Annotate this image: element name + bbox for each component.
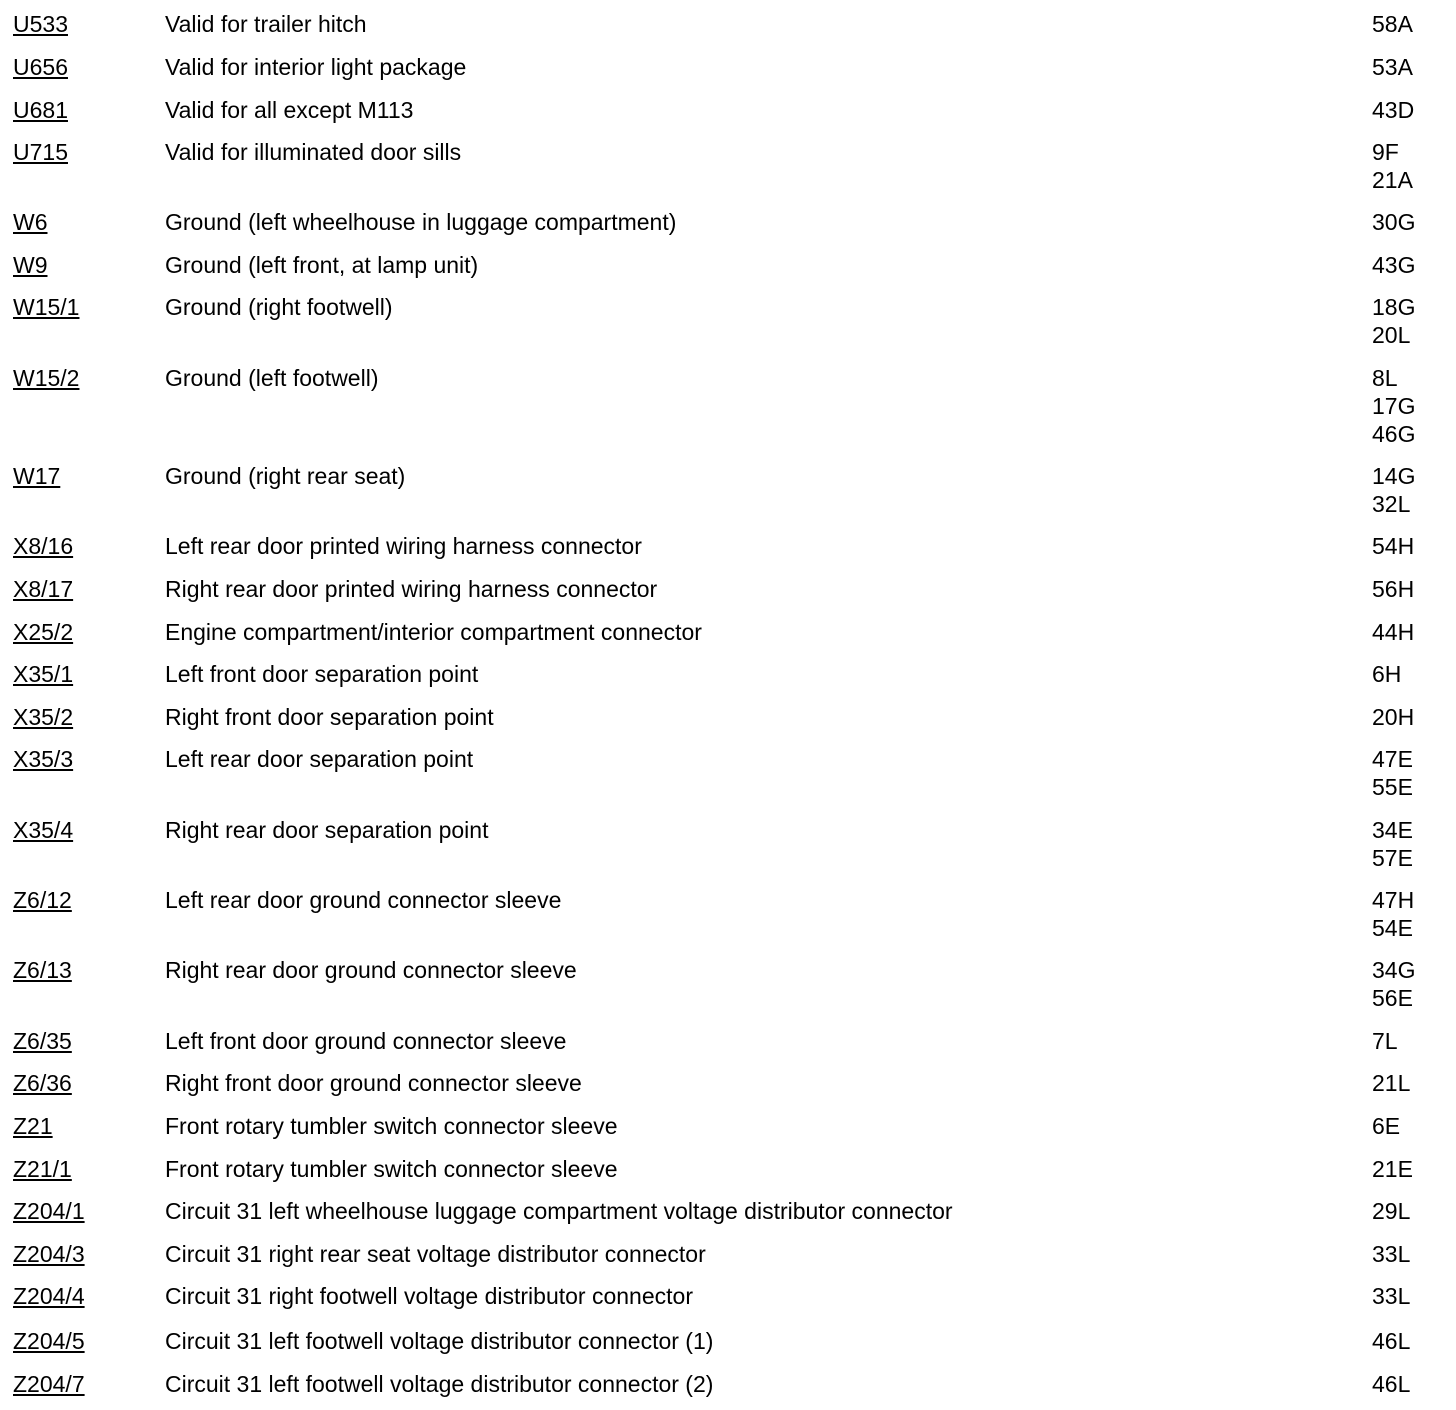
grid-location-list bbox=[1372, 1240, 1410, 1268]
grid-location: 21A bbox=[1372, 167, 1413, 193]
component-code-link[interactable]: X35/4 bbox=[13, 817, 74, 843]
component-code-link[interactable]: X8/16 bbox=[13, 533, 74, 559]
grid-location: 8L bbox=[1372, 365, 1398, 391]
component-code-link[interactable]: U656 bbox=[13, 54, 68, 80]
grid-location-list bbox=[1372, 96, 1414, 124]
component-code-link[interactable]: W9 bbox=[13, 252, 48, 278]
component-code-link[interactable]: Z21/1 bbox=[13, 1156, 72, 1182]
component-description: Circuit 31 right footwell voltage distributor connector bbox=[165, 1283, 693, 1309]
component-description: Ground (right rear seat) bbox=[165, 463, 406, 489]
grid-location: 17G bbox=[1372, 393, 1416, 419]
component-description: Front rotary tumbler switch connector sleeve bbox=[165, 1113, 618, 1139]
grid-location-list bbox=[1372, 1282, 1410, 1310]
component-code-link[interactable]: U533 bbox=[13, 11, 68, 37]
grid-location: 20H bbox=[1372, 704, 1415, 730]
grid-location: 33L bbox=[1372, 1283, 1411, 1309]
grid-location: 30G bbox=[1372, 209, 1416, 235]
component-description: Left rear door ground connector sleeve bbox=[165, 887, 562, 913]
grid-location-list bbox=[1372, 208, 1415, 236]
grid-location-list bbox=[1372, 956, 1415, 1012]
grid-location-list bbox=[1372, 660, 1401, 688]
component-description: Circuit 31 left footwell voltage distributor connector (2) bbox=[165, 1371, 714, 1397]
component-description: Left front door separation point bbox=[165, 661, 479, 687]
component-description: Valid for all except M113 bbox=[165, 97, 414, 123]
component-code-link[interactable]: X8/17 bbox=[13, 576, 74, 602]
component-description: Circuit 31 left wheelhouse luggage compartment voltage distributor connector bbox=[165, 1198, 953, 1224]
component-code-link[interactable]: Z21 bbox=[13, 1113, 53, 1139]
grid-location-list bbox=[1372, 1155, 1413, 1183]
grid-location-list bbox=[1372, 532, 1414, 560]
component-description: Valid for interior light package bbox=[165, 54, 467, 80]
component-description: Ground (left footwell) bbox=[165, 365, 379, 391]
component-description: Right front door separation point bbox=[165, 704, 494, 730]
grid-location: 47H bbox=[1372, 887, 1415, 913]
grid-location: 21L bbox=[1372, 1070, 1411, 1096]
grid-location: 18G bbox=[1372, 294, 1416, 320]
grid-location: 6H bbox=[1372, 661, 1402, 687]
component-description: Valid for trailer hitch bbox=[165, 11, 367, 37]
grid-location: 58A bbox=[1372, 11, 1413, 37]
grid-location-list bbox=[1372, 1197, 1410, 1225]
grid-location: 34G bbox=[1372, 957, 1416, 983]
component-code-link[interactable]: W17 bbox=[13, 463, 61, 489]
grid-location: 43G bbox=[1372, 252, 1416, 278]
grid-location: 54E bbox=[1372, 915, 1413, 941]
component-description: Left rear door separation point bbox=[165, 746, 474, 772]
grid-location-list bbox=[1372, 138, 1413, 194]
component-description: Right rear door ground connector sleeve bbox=[165, 957, 577, 983]
grid-location: 55E bbox=[1372, 774, 1413, 800]
component-code-link[interactable]: X35/2 bbox=[13, 704, 74, 730]
grid-location: 57E bbox=[1372, 845, 1413, 871]
grid-location: 43D bbox=[1372, 97, 1415, 123]
component-description: Right front door ground connector sleeve bbox=[165, 1070, 582, 1096]
component-code-link[interactable]: X25/2 bbox=[13, 619, 74, 645]
component-code-link[interactable]: Z204/7 bbox=[13, 1371, 85, 1397]
grid-location: 32L bbox=[1372, 491, 1411, 517]
component-description: Ground (left wheelhouse in luggage compartment) bbox=[165, 209, 677, 235]
grid-location: 46L bbox=[1372, 1371, 1411, 1397]
grid-location: 47E bbox=[1372, 746, 1413, 772]
component-description: Engine compartment/interior compartment connector bbox=[165, 619, 702, 645]
component-code-link[interactable]: Z6/36 bbox=[13, 1070, 72, 1096]
component-description: Front rotary tumbler switch connector sleeve bbox=[165, 1156, 618, 1182]
component-description: Left rear door printed wiring harness connector bbox=[165, 533, 642, 559]
grid-location: 6E bbox=[1372, 1113, 1401, 1139]
grid-location: 20L bbox=[1372, 322, 1411, 348]
grid-location: 29L bbox=[1372, 1198, 1411, 1224]
grid-location: 34E bbox=[1372, 817, 1413, 843]
component-description: Valid for illuminated door sills bbox=[165, 139, 462, 165]
component-description: Right rear door separation point bbox=[165, 817, 489, 843]
grid-location-list bbox=[1372, 293, 1415, 349]
grid-location-list bbox=[1372, 703, 1414, 731]
grid-location: 46L bbox=[1372, 1328, 1411, 1354]
grid-location: 56E bbox=[1372, 985, 1413, 1011]
component-code-link[interactable]: Z204/4 bbox=[13, 1283, 85, 1309]
component-code-link[interactable]: Z6/35 bbox=[13, 1028, 72, 1054]
component-description: Circuit 31 left footwell voltage distributor connector (1) bbox=[165, 1328, 714, 1354]
component-code-link[interactable]: X35/1 bbox=[13, 661, 74, 687]
grid-location: 54H bbox=[1372, 533, 1415, 559]
grid-location-list bbox=[1372, 886, 1414, 942]
grid-location-list bbox=[1372, 745, 1413, 801]
component-code-link[interactable]: Z6/13 bbox=[13, 957, 72, 983]
grid-location-list bbox=[1372, 1327, 1410, 1355]
grid-location-list bbox=[1372, 1069, 1410, 1097]
grid-location-list bbox=[1372, 53, 1413, 81]
grid-location-list bbox=[1372, 816, 1413, 872]
grid-location-list bbox=[1372, 462, 1415, 518]
component-code-link[interactable]: W6 bbox=[13, 209, 48, 235]
grid-location-list bbox=[1372, 251, 1415, 279]
component-description: Ground (left front, at lamp unit) bbox=[165, 252, 479, 278]
grid-location: 44H bbox=[1372, 619, 1415, 645]
grid-location: 46G bbox=[1372, 421, 1416, 447]
grid-location: 53A bbox=[1372, 54, 1413, 80]
grid-location: 9F bbox=[1372, 139, 1399, 165]
component-code-link[interactable]: Z6/12 bbox=[13, 887, 72, 913]
component-code-link[interactable]: W15/2 bbox=[13, 365, 80, 391]
component-code-link[interactable]: Z204/5 bbox=[13, 1328, 85, 1354]
grid-location-list bbox=[1372, 575, 1414, 603]
grid-location-list bbox=[1372, 1370, 1410, 1398]
component-code-link[interactable]: X35/3 bbox=[13, 746, 74, 772]
grid-location: 21E bbox=[1372, 1156, 1413, 1182]
component-code-link[interactable]: W15/1 bbox=[13, 294, 80, 320]
grid-location-list bbox=[1372, 1027, 1398, 1055]
component-code-link[interactable]: Z204/3 bbox=[13, 1241, 85, 1267]
component-description: Circuit 31 right rear seat voltage distributor connector bbox=[165, 1241, 706, 1267]
grid-location-list bbox=[1372, 618, 1414, 646]
component-code-link[interactable]: Z204/1 bbox=[13, 1198, 85, 1224]
component-code-link[interactable]: U681 bbox=[13, 97, 68, 123]
grid-location-list bbox=[1372, 1112, 1400, 1140]
grid-location: 56H bbox=[1372, 576, 1415, 602]
component-description: Left front door ground connector sleeve bbox=[165, 1028, 567, 1054]
component-description: Right rear door printed wiring harness connector bbox=[165, 576, 658, 602]
grid-location-list bbox=[1372, 10, 1413, 38]
grid-location: 33L bbox=[1372, 1241, 1411, 1267]
component-description: Ground (right footwell) bbox=[165, 294, 393, 320]
grid-location: 14G bbox=[1372, 463, 1416, 489]
grid-location: 7L bbox=[1372, 1028, 1398, 1054]
component-code-link[interactable]: U715 bbox=[13, 139, 68, 165]
grid-location-list bbox=[1372, 364, 1415, 448]
